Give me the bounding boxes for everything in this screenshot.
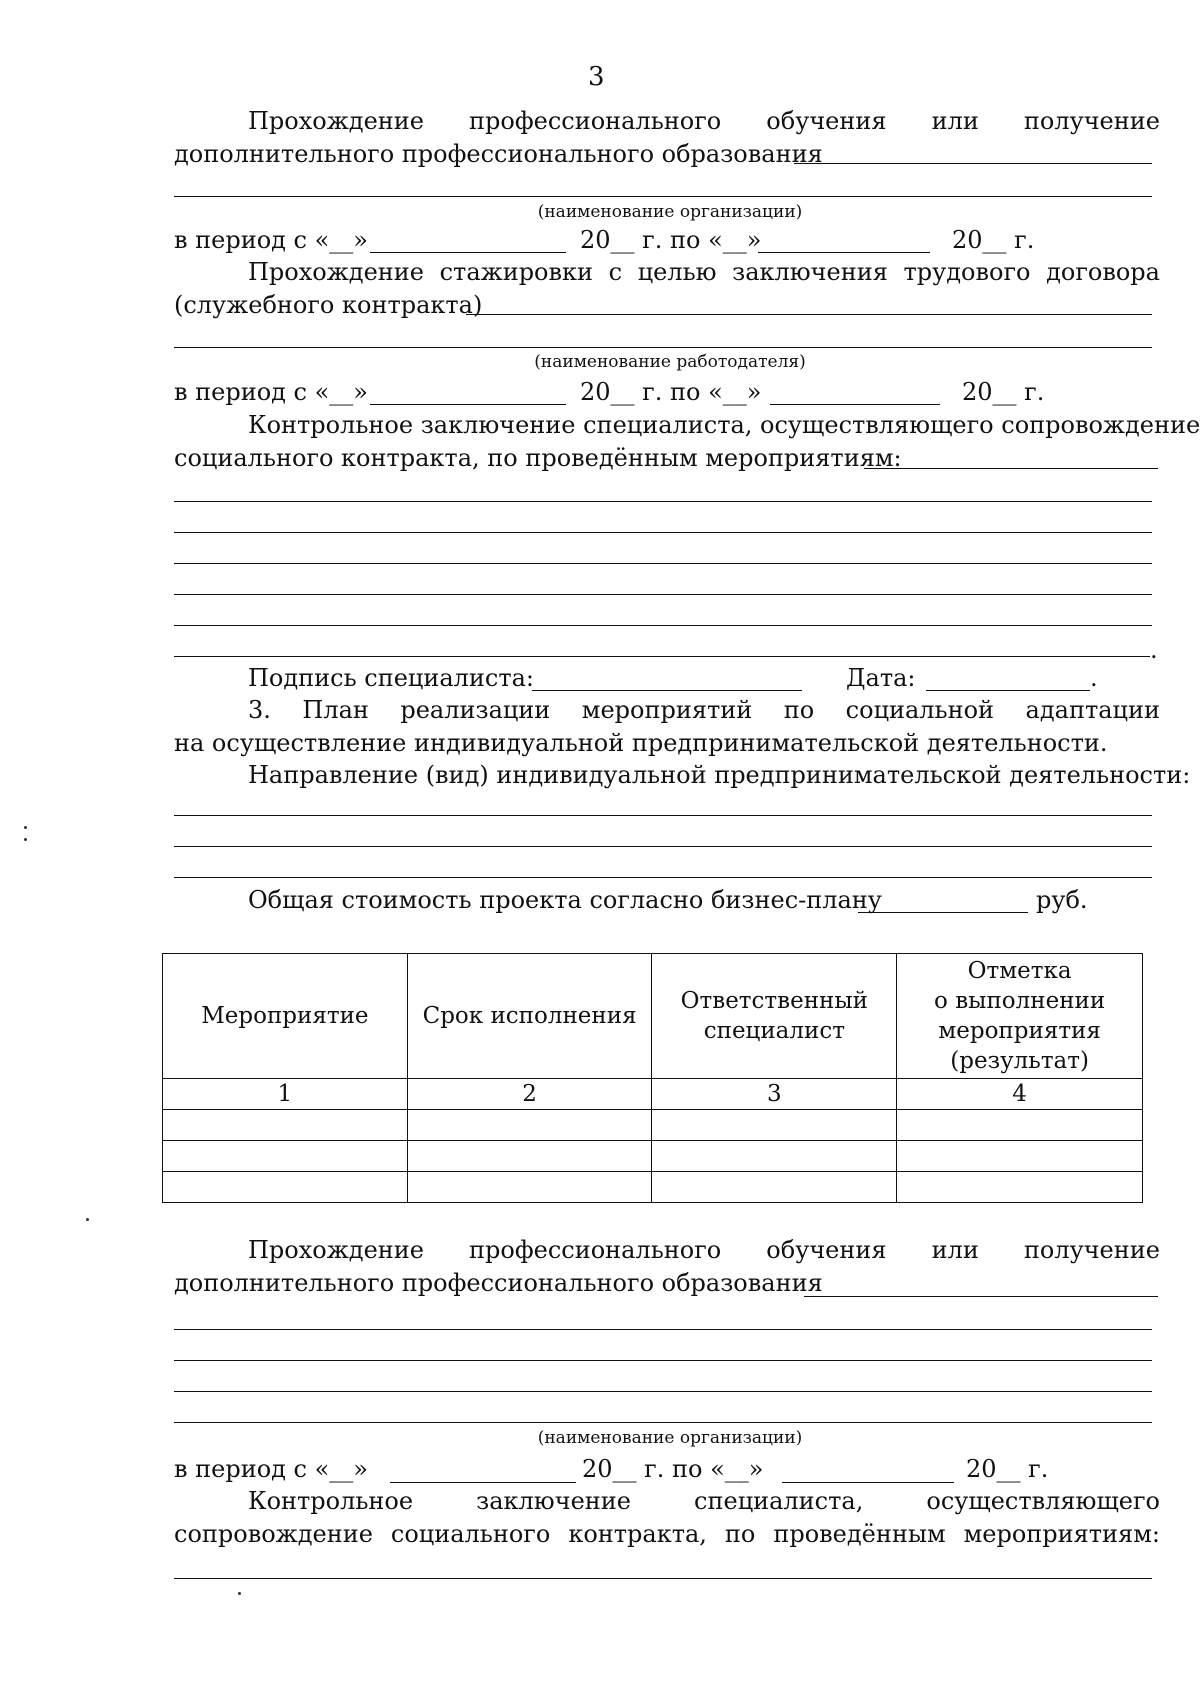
fill-line bbox=[758, 252, 930, 253]
plan-heading-line1 bbox=[248, 696, 1160, 724]
end-period: . bbox=[1150, 636, 1158, 664]
fill-line bbox=[370, 404, 566, 405]
word: обучения bbox=[766, 107, 887, 135]
word: мероприятиям: bbox=[963, 1520, 1160, 1548]
word: обучения bbox=[766, 1236, 887, 1264]
fill-line bbox=[770, 404, 940, 405]
word: Прохождение bbox=[248, 107, 424, 135]
fill-line bbox=[174, 196, 1152, 197]
word: получение bbox=[1023, 1236, 1160, 1264]
conclusion-1-line1: Контрольное заключение специалиста, осуществляющего сопровождение bbox=[248, 411, 1200, 439]
scan-speck bbox=[86, 1218, 89, 1221]
fill-line bbox=[174, 532, 1152, 533]
table-cell[interactable] bbox=[163, 1110, 408, 1141]
internship-line1 bbox=[248, 258, 1160, 286]
column-number: 3 bbox=[652, 1079, 897, 1110]
table-header-row bbox=[163, 954, 1143, 1079]
fill-line bbox=[782, 1482, 954, 1483]
date-label: Дата: bbox=[846, 664, 916, 692]
training-1-line1 bbox=[248, 107, 1160, 135]
word: осуществляющего bbox=[926, 1487, 1160, 1515]
header-text: о выполнении bbox=[934, 988, 1106, 1014]
word: Прохождение bbox=[248, 258, 424, 286]
word: Прохождение bbox=[248, 1236, 424, 1264]
fill-line bbox=[174, 625, 1152, 626]
header-result bbox=[897, 954, 1143, 1079]
header-text: Срок исполнения bbox=[422, 1003, 637, 1029]
training-2-line2: дополнительного профессионального образования bbox=[174, 1269, 823, 1297]
organization-caption: (наименование организации) bbox=[537, 1428, 803, 1448]
word: сопровождение bbox=[174, 1520, 373, 1548]
fill-line bbox=[174, 1391, 1152, 1392]
period-year-2: 20__ г. bbox=[962, 378, 1045, 406]
date-line bbox=[926, 690, 1090, 691]
table-row bbox=[163, 1141, 1143, 1172]
period-year-2: 20__ г. bbox=[952, 226, 1035, 254]
period-year-1: 20__ г. по «__» bbox=[580, 378, 762, 406]
table-row bbox=[163, 1172, 1143, 1203]
scan-speck bbox=[24, 826, 27, 829]
period-year-2: 20__ г. bbox=[966, 1455, 1049, 1483]
fill-line bbox=[174, 877, 1152, 878]
word: договора bbox=[1046, 258, 1160, 286]
column-numbers-row bbox=[163, 1079, 1143, 1110]
fill-line bbox=[174, 815, 1152, 816]
column-number: 1 bbox=[163, 1079, 408, 1110]
word: специалиста, bbox=[694, 1487, 864, 1515]
column-number: 4 bbox=[897, 1079, 1143, 1110]
header-text: (результат) bbox=[950, 1048, 1089, 1074]
header-responsible bbox=[652, 954, 897, 1079]
period-year-1: 20__ г. по «__» bbox=[582, 1455, 764, 1483]
fill-line bbox=[174, 1329, 1152, 1330]
scan-speck bbox=[238, 1592, 241, 1595]
word: с bbox=[608, 258, 623, 286]
header-deadline bbox=[407, 954, 652, 1079]
header-text: специалист bbox=[703, 1018, 845, 1044]
fill-line bbox=[174, 501, 1152, 502]
fill-line bbox=[804, 1296, 1158, 1297]
word: реализации bbox=[400, 696, 551, 724]
fill-line bbox=[174, 1360, 1152, 1361]
word: или bbox=[931, 107, 979, 135]
word: социального bbox=[390, 1520, 551, 1548]
word: стажировки bbox=[439, 258, 594, 286]
cost-line bbox=[858, 912, 1028, 913]
scan-speck bbox=[24, 838, 27, 841]
business-direction-label: Направление (вид) индивидуальной предпринимательской деятельности: bbox=[248, 761, 1191, 789]
word: по bbox=[783, 696, 815, 724]
table-cell[interactable] bbox=[407, 1110, 652, 1141]
page-number: 3 bbox=[588, 62, 605, 92]
fill-line bbox=[466, 314, 1152, 315]
fill-line bbox=[174, 1422, 1152, 1423]
fill-line bbox=[174, 846, 1152, 847]
fill-line bbox=[390, 1482, 576, 1483]
word: адаптации bbox=[1025, 696, 1160, 724]
table-cell[interactable] bbox=[897, 1141, 1143, 1172]
conclusion-2-line1 bbox=[248, 1487, 1160, 1515]
table-cell[interactable] bbox=[407, 1172, 652, 1203]
period-from: в период с «__» bbox=[174, 378, 368, 406]
period-from: в период с «__» bbox=[174, 1455, 368, 1483]
fill-line bbox=[370, 252, 566, 253]
word: Контрольное bbox=[248, 1487, 414, 1515]
word: заключения bbox=[732, 258, 888, 286]
word: проведённым bbox=[773, 1520, 946, 1548]
word: по bbox=[724, 1520, 756, 1548]
fill-line bbox=[864, 468, 1158, 469]
word: профессионального bbox=[469, 107, 722, 135]
training-1-line2: дополнительного профессионального образования bbox=[174, 140, 823, 168]
plan-heading-line2: на осуществление индивидуальной предпринимательской деятельности. bbox=[174, 729, 1108, 757]
column-number: 2 bbox=[407, 1079, 652, 1110]
organization-caption: (наименование организации) bbox=[537, 202, 803, 222]
signature-label: Подпись специалиста: bbox=[248, 664, 535, 692]
word: или bbox=[931, 1236, 979, 1264]
conclusion-2-line2 bbox=[174, 1520, 1160, 1548]
word: 3. bbox=[248, 696, 271, 724]
fill-line bbox=[174, 594, 1152, 595]
table-cell[interactable] bbox=[163, 1141, 408, 1172]
table-cell[interactable] bbox=[407, 1141, 652, 1172]
table-cell[interactable] bbox=[897, 1110, 1143, 1141]
header-text: мероприятия bbox=[938, 1018, 1101, 1044]
fill-line bbox=[174, 656, 1150, 657]
fill-line bbox=[794, 163, 1152, 164]
signature-line bbox=[532, 690, 802, 691]
period-from: в период с «__» bbox=[174, 226, 368, 254]
internship-line2: (служебного контракта) bbox=[174, 291, 483, 319]
word: заключение bbox=[476, 1487, 631, 1515]
word: мероприятий bbox=[581, 696, 753, 724]
employer-caption: (наименование работодателя) bbox=[534, 352, 806, 372]
word: План bbox=[302, 696, 369, 724]
fill-line bbox=[174, 1578, 1152, 1579]
header-text: Ответственный bbox=[680, 988, 868, 1014]
word: контракта, bbox=[568, 1520, 707, 1548]
project-cost-label: Общая стоимость проекта согласно бизнес-плану bbox=[248, 886, 882, 914]
word: трудового bbox=[903, 258, 1031, 286]
table-cell[interactable] bbox=[897, 1172, 1143, 1203]
header-activity bbox=[163, 954, 408, 1079]
cost-unit: руб. bbox=[1036, 886, 1088, 914]
table-cell[interactable] bbox=[652, 1141, 897, 1172]
table-cell[interactable] bbox=[652, 1110, 897, 1141]
table-cell[interactable] bbox=[163, 1172, 408, 1203]
header-text: Отметка bbox=[967, 958, 1072, 984]
plan-table bbox=[162, 953, 1143, 1203]
word: социальной bbox=[845, 696, 995, 724]
conclusion-1-line2: социального контракта, по проведённым мероприятиям: bbox=[174, 444, 902, 472]
word: получение bbox=[1023, 107, 1160, 135]
period-year-1: 20__ г. по «__» bbox=[580, 226, 762, 254]
table-cell[interactable] bbox=[652, 1172, 897, 1203]
word: профессионального bbox=[469, 1236, 722, 1264]
table-row bbox=[163, 1110, 1143, 1141]
date-end-period: . bbox=[1090, 664, 1098, 692]
header-text: Мероприятие bbox=[201, 1003, 369, 1029]
training-2-line1 bbox=[248, 1236, 1160, 1264]
fill-line bbox=[174, 563, 1152, 564]
fill-line bbox=[174, 347, 1152, 348]
word: целью bbox=[637, 258, 717, 286]
